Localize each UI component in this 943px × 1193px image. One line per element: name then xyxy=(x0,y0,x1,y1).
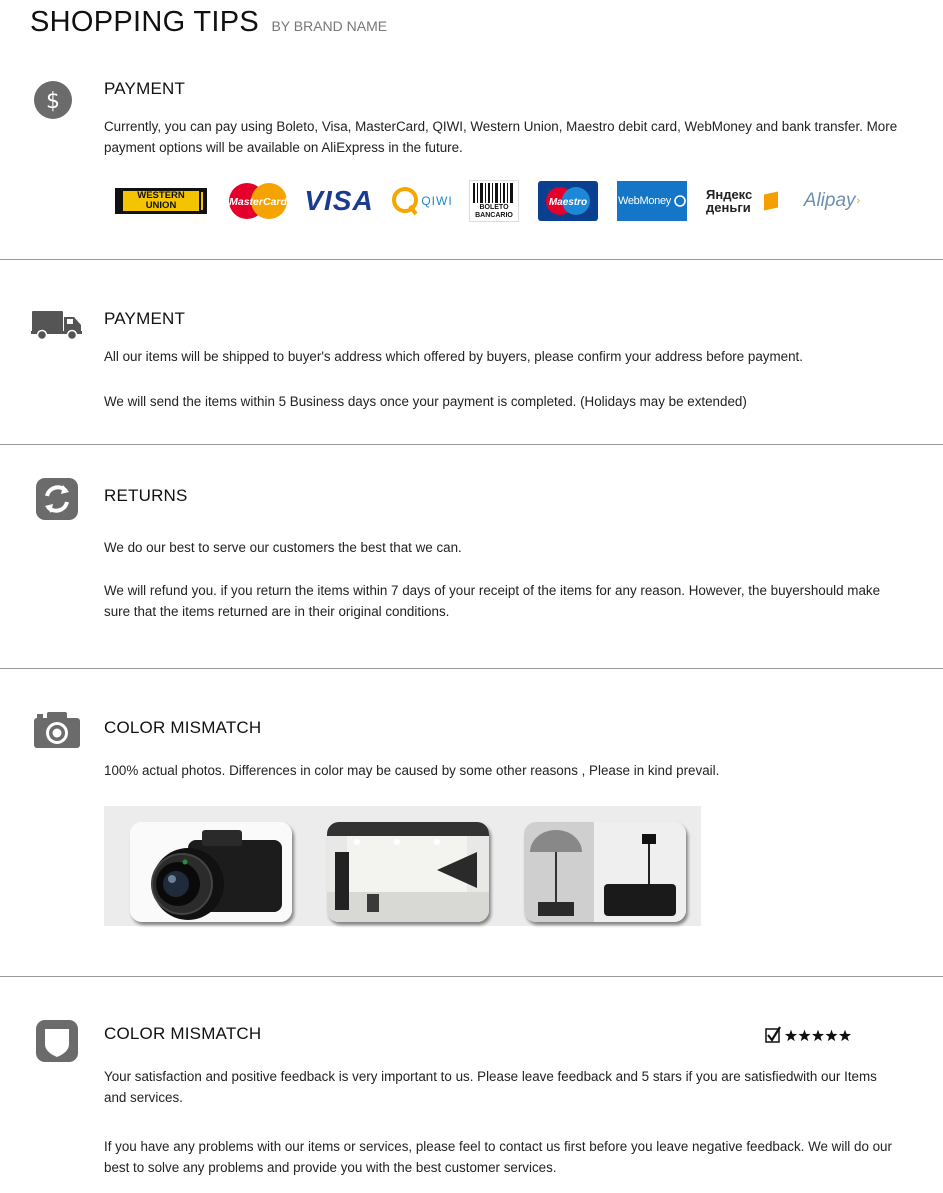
yandex-money-logo: Яндекс деньги xyxy=(704,180,780,222)
studio-room-photo xyxy=(327,822,489,922)
boleto-logo: BOLETO BANCARIO xyxy=(468,180,520,222)
section-paragraph: We do our best to serve our customers the best that we can. xyxy=(104,540,462,555)
mastercard-logo xyxy=(226,180,290,222)
alipay-logo: Alipay › xyxy=(803,190,861,211)
webmoney-logo: WebMoney xyxy=(616,180,688,222)
truck-icon xyxy=(31,308,83,340)
page-title xyxy=(30,6,387,39)
title-main: SHOPPING TIPS xyxy=(30,6,259,38)
refresh-icon xyxy=(36,478,78,520)
section-paragraph: We will refund you. if you return the items within 7 days of your receipt of the items for any reason. However, the buyershould make sure that the items returned are in their original conditions. xyxy=(104,583,881,619)
section-divider xyxy=(0,668,943,669)
section-divider xyxy=(0,444,943,445)
section-divider xyxy=(0,259,943,260)
rating-stars xyxy=(765,1026,861,1044)
section-paragraph: All our items will be shipped to buyer's address which offered by buyers, please confirm your address before payment. xyxy=(104,349,803,364)
title-subtitle: BY BRAND NAME xyxy=(271,18,388,34)
svg-text:MasterCard: MasterCard xyxy=(229,196,287,208)
star-icon xyxy=(839,1030,851,1042)
section-heading: PAYMENT xyxy=(104,309,186,328)
star-icon xyxy=(798,1030,810,1042)
section-paragraph: We will send the items within 5 Business days once your payment is completed. (Holidays may be extended) xyxy=(104,394,747,409)
five-star-rating xyxy=(765,1026,861,1049)
section-paragraph: Your satisfaction and positive feedback is very important to us. Please leave feedback and 5 stars if you are satisfiedwith our Items and services. xyxy=(104,1069,877,1105)
western-union-logo: WESTERN UNION xyxy=(114,180,208,222)
star-icon xyxy=(785,1030,797,1042)
section-paragraph: 100% actual photos. Differences in color may be caused by some other reasons , Please in kind prevail. xyxy=(104,763,720,778)
qiwi-logo: QIWI xyxy=(384,180,460,222)
section-heading: COLOR MISMATCH xyxy=(104,718,262,737)
visa-logo: VISA xyxy=(304,185,374,216)
star-icon xyxy=(812,1030,824,1042)
studio-equipment-photo xyxy=(524,822,686,922)
camera-icon xyxy=(34,712,80,748)
section-paragraph: Currently, you can pay using Boleto, Visa, MasterCard, QIWI, Western Union, Maestro debit card, WebMoney and bank transfer. More payment options will be available on AliExpress in the future. xyxy=(104,119,898,155)
checkbox-checked-icon xyxy=(766,1027,780,1042)
maestro-logo xyxy=(537,180,599,222)
section-heading: RETURNS xyxy=(104,486,188,505)
section-heading: PAYMENT xyxy=(104,79,186,98)
dollar-icon xyxy=(33,80,73,120)
shield-icon xyxy=(36,1020,78,1062)
section-divider xyxy=(0,976,943,977)
photo-gallery xyxy=(104,806,701,926)
svg-text:Maestro: Maestro xyxy=(548,197,588,208)
star-icon xyxy=(825,1030,837,1042)
section-paragraph: If you have any problems with our items or services, please feel to contact us first before you leave negative feedback. We will do our best to solve any problems and provide you with the best customer services. xyxy=(104,1139,892,1175)
svg-text:$: $ xyxy=(46,89,60,114)
payment-logos xyxy=(112,180,872,226)
dslr-camera-photo xyxy=(130,822,292,922)
section-heading: COLOR MISMATCH xyxy=(104,1024,262,1043)
